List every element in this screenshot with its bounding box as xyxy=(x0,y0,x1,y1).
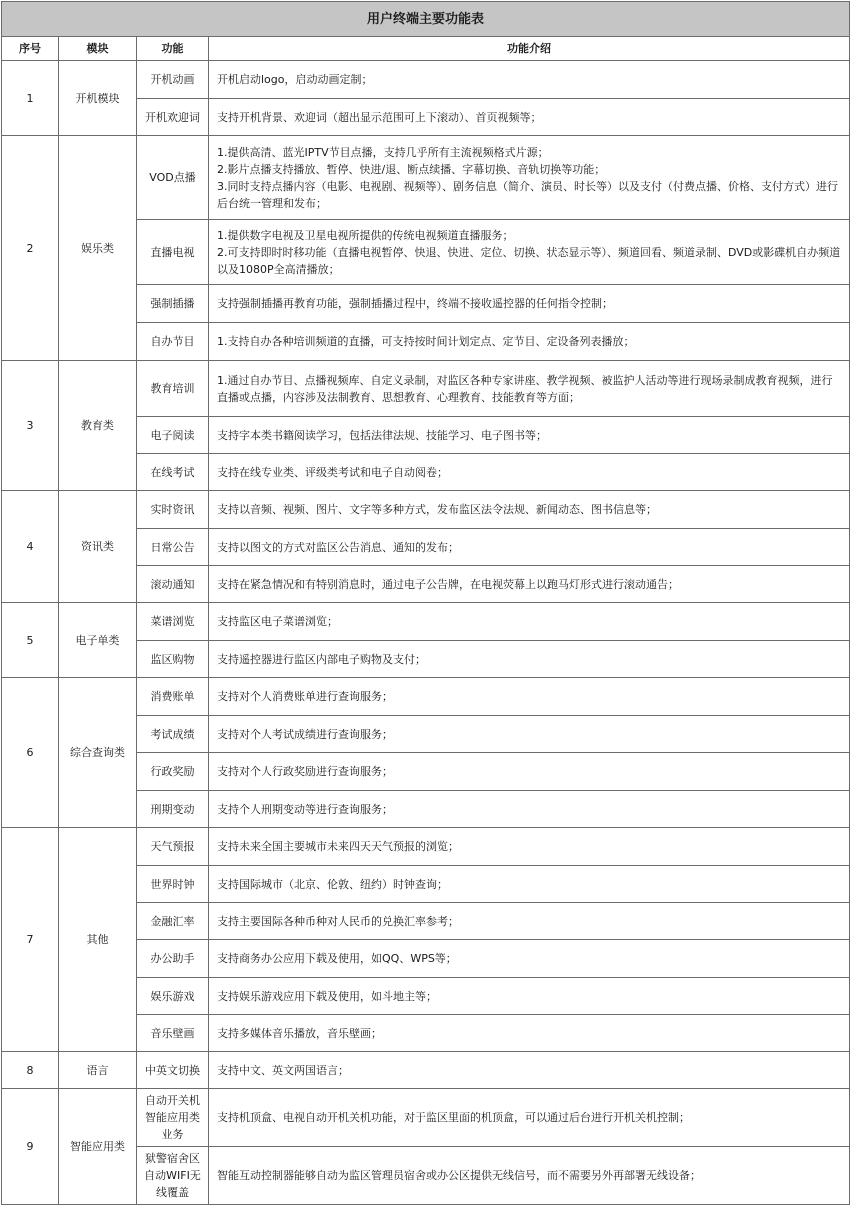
row-number: 5 xyxy=(2,603,59,678)
row-number: 8 xyxy=(2,1052,59,1089)
function-intro: 支持个人刑期变动等进行查询服务； xyxy=(209,791,850,828)
function-name: 中英文切换 xyxy=(137,1052,209,1089)
function-name: 电子阅读 xyxy=(137,417,209,454)
function-intro: 支持中文、英文两国语言； xyxy=(209,1052,850,1089)
function-name: 世界时钟 xyxy=(137,866,209,903)
function-intro: 支持未来全国主要城市未来四天天气预报的浏览； xyxy=(209,828,850,866)
table-row xyxy=(2,491,850,529)
table-row xyxy=(2,1089,850,1147)
function-name: 自动开关机智能应用类业务 xyxy=(137,1089,209,1147)
function-intro: 支持商务办公应用下载及使用，如QQ、WPS等； xyxy=(209,940,850,978)
row-number: 4 xyxy=(2,491,59,603)
table-row xyxy=(2,61,850,99)
table-body xyxy=(2,61,850,1205)
function-name: 娱乐游戏 xyxy=(137,978,209,1015)
function-name: 滚动通知 xyxy=(137,566,209,603)
function-intro: 支持开机背景、欢迎词（超出显示范围可上下滚动）、首页视频等； xyxy=(209,99,850,136)
table-title: 用户终端主要功能表 xyxy=(2,2,850,37)
function-intro: 支持字本类书籍阅读学习，包括法律法规、技能学习、电子图书等； xyxy=(209,417,850,454)
header-row xyxy=(2,37,850,61)
function-name: 菜谱浏览 xyxy=(137,603,209,641)
header-function: 功能 xyxy=(137,37,209,61)
module-name: 娱乐类 xyxy=(59,136,137,361)
row-number: 7 xyxy=(2,828,59,1052)
function-name: 行政奖励 xyxy=(137,753,209,791)
function-name: 开机欢迎词 xyxy=(137,99,209,136)
header-no: 序号 xyxy=(2,37,59,61)
module-name: 电子单类 xyxy=(59,603,137,678)
function-intro: 支持多媒体音乐播放，音乐壁画； xyxy=(209,1015,850,1052)
function-name: 强制插播 xyxy=(137,285,209,323)
function-name: 刑期变动 xyxy=(137,791,209,828)
function-intro: 1.提供数字电视及卫星电视所提供的传统电视频道直播服务； 2.可支持即时时移功能（直播电视暂停、快退、快进、定位、切换、状态显示等）、频道回看、频道录制、DVD或影碟机自办频道以及1080P全高清播放； xyxy=(209,220,850,285)
function-name: 实时资讯 xyxy=(137,491,209,529)
function-intro: 支持以音频、视频、图片、文字等多种方式，发布监区法令法规、新闻动态、图书信息等； xyxy=(209,491,850,529)
table-row xyxy=(2,678,850,716)
row-number: 2 xyxy=(2,136,59,361)
function-table xyxy=(1,1,850,1205)
function-name: 狱警宿舍区自动WIFI无线覆盖 xyxy=(137,1147,209,1205)
module-name: 综合查询类 xyxy=(59,678,137,828)
row-number: 6 xyxy=(2,678,59,828)
function-intro: 开机启动logo，启动动画定制； xyxy=(209,61,850,99)
function-name: 考试成绩 xyxy=(137,716,209,753)
function-name: 金融汇率 xyxy=(137,903,209,940)
function-intro: 支持主要国际各种币种对人民币的兑换汇率参考； xyxy=(209,903,850,940)
function-intro: 智能互动控制器能够自动为监区管理员宿舍或办公区提供无线信号，而不需要另外再部署无线设备； xyxy=(209,1147,850,1205)
function-name: 天气预报 xyxy=(137,828,209,866)
table-row xyxy=(2,1052,850,1089)
module-name: 智能应用类 xyxy=(59,1089,137,1205)
module-name: 资讯类 xyxy=(59,491,137,603)
table-row xyxy=(2,361,850,417)
function-name: 开机动画 xyxy=(137,61,209,99)
function-name: 直播电视 xyxy=(137,220,209,285)
function-name: 教育培训 xyxy=(137,361,209,417)
table-row xyxy=(2,136,850,220)
function-intro: 支持在紧急情况和有特别消息时，通过电子公告牌，在电视荧幕上以跑马灯形式进行滚动通告； xyxy=(209,566,850,603)
function-intro: 支持在线专业类、评级类考试和电子自动阅卷； xyxy=(209,454,850,491)
function-intro: 1.通过自办节目、点播视频库、自定义录制，对监区各种专家讲座、教学视频、被监护人活动等进行现场录制成教育视频，进行直播或点播，内容涉及法制教育、思想教育、心理教育、技能教育等方面； xyxy=(209,361,850,417)
function-name: 日常公告 xyxy=(137,529,209,566)
function-intro: 支持对个人行政奖励进行查询服务； xyxy=(209,753,850,791)
function-intro: 1.提供高清、蓝光IPTV节目点播，支持几乎所有主流视频格式片源； 2.影片点播支持播放、暂停、快进/退、断点续播、字幕切换、音轨切换等功能； 3.同时支持点播内容（电影、电视剧、视频等）、剧务信息（简介、演员、时长等）以及支付（付费点播、价格、支付方式）进行后台统一管理和发布； xyxy=(209,136,850,220)
function-intro: 支持对个人考试成绩进行查询服务； xyxy=(209,716,850,753)
module-name: 教育类 xyxy=(59,361,137,491)
module-name: 开机模块 xyxy=(59,61,137,136)
function-intro: 支持机顶盒、电视自动开机关机功能，对于监区里面的机顶盒，可以通过后台进行开机关机控制； xyxy=(209,1089,850,1147)
row-number: 1 xyxy=(2,61,59,136)
table-row xyxy=(2,603,850,641)
function-intro: 支持国际城市（北京、伦敦、纽约）时钟查询； xyxy=(209,866,850,903)
header-intro: 功能介绍 xyxy=(209,37,850,61)
module-name: 语言 xyxy=(59,1052,137,1089)
function-intro: 支持遥控器进行监区内部电子购物及支付； xyxy=(209,641,850,678)
module-name: 其他 xyxy=(59,828,137,1052)
function-name: 在线考试 xyxy=(137,454,209,491)
table-row xyxy=(2,828,850,866)
function-intro: 1.支持自办各种培训频道的直播，可支持按时间计划定点、定节目、定设备列表播放； xyxy=(209,323,850,361)
function-name: 音乐壁画 xyxy=(137,1015,209,1052)
header-module: 模块 xyxy=(59,37,137,61)
function-intro: 支持强制插播再教育功能，强制插播过程中，终端不接收遥控器的任何指令控制； xyxy=(209,285,850,323)
function-intro: 支持对个人消费账单进行查询服务； xyxy=(209,678,850,716)
function-intro: 支持娱乐游戏应用下载及使用，如斗地主等； xyxy=(209,978,850,1015)
function-name: 办公助手 xyxy=(137,940,209,978)
function-name: VOD点播 xyxy=(137,136,209,220)
row-number: 9 xyxy=(2,1089,59,1205)
function-intro: 支持监区电子菜谱浏览； xyxy=(209,603,850,641)
function-name: 监区购物 xyxy=(137,641,209,678)
row-number: 3 xyxy=(2,361,59,491)
function-name: 消费账单 xyxy=(137,678,209,716)
function-intro: 支持以图文的方式对监区公告消息、通知的发布； xyxy=(209,529,850,566)
function-name: 自办节目 xyxy=(137,323,209,361)
